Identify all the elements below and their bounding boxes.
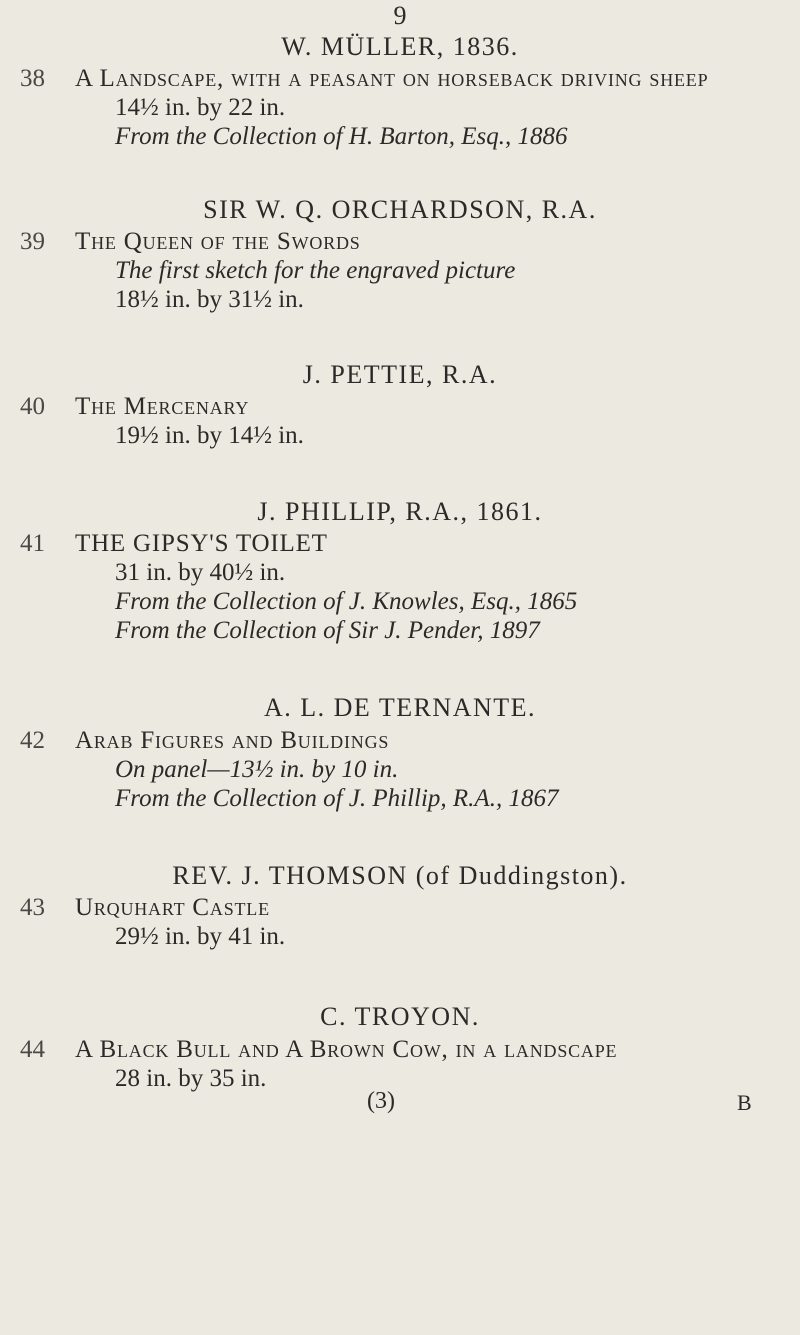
artist-heading: REV. J. THOMSON (of Duddingston). <box>172 861 628 890</box>
artist-heading: C. TROYON. <box>320 1002 480 1031</box>
artist-heading: W. MÜLLER, 1836. <box>281 32 519 61</box>
artist-heading: A. L. DE TERNANTE. <box>263 693 537 722</box>
lot-number: 43 <box>20 894 45 921</box>
lot-title: The Queen of the Swords <box>75 228 361 255</box>
lot-title: Arab Figures and Buildings <box>75 727 390 754</box>
lot-number: 40 <box>20 393 45 420</box>
lot-dimensions: 31 in. by 40½ in. <box>115 559 286 586</box>
lot-number: 41 <box>20 530 45 557</box>
lot-provenance: From the Collection of Sir J. Pender, 1897 <box>115 617 540 644</box>
lot-dimensions: 28 in. by 35 in. <box>115 1065 267 1092</box>
lot-number: 38 <box>20 65 45 92</box>
lot-title: THE GIPSY'S TOILET <box>75 530 328 557</box>
lot-title: The Mercenary <box>75 393 250 420</box>
artist-heading: SIR W. Q. ORCHARDSON, R.A. <box>203 195 597 224</box>
lot-title: A Black Bull and A Brown Cow, in a landscape <box>75 1036 618 1063</box>
page-number: 9 <box>393 1 407 30</box>
lot-dimensions: 14½ in. by 22 in. <box>115 94 286 121</box>
lot-title: A Landscape, with a peasant on horseback driving sheep <box>75 65 709 92</box>
lot-dimensions: 18½ in. by 31½ in. <box>115 286 304 313</box>
signature-mark: (3) <box>367 1088 395 1114</box>
lot-number: 42 <box>20 727 45 754</box>
lot-number: 44 <box>20 1036 45 1063</box>
signature-letter: B <box>737 1090 752 1115</box>
lot-dimensions: On panel—13½ in. by 10 in. <box>115 756 399 783</box>
lot-provenance: From the Collection of J. Phillip, R.A., 1867 <box>115 785 559 812</box>
lot-provenance: From the Collection of H. Barton, Esq., 1886 <box>115 123 568 150</box>
lot-note: The first sketch for the engraved picture <box>115 257 516 284</box>
lot-dimensions: 19½ in. by 14½ in. <box>115 422 304 449</box>
artist-heading: J. PHILLIP, R.A., 1861. <box>257 497 543 526</box>
lot-title: Urquhart Castle <box>75 894 270 921</box>
lot-provenance: From the Collection of J. Knowles, Esq., 1865 <box>115 588 578 615</box>
lot-number: 39 <box>20 228 45 255</box>
artist-heading: J. PETTIE, R.A. <box>302 360 498 389</box>
lot-dimensions: 29½ in. by 41 in. <box>115 923 286 950</box>
